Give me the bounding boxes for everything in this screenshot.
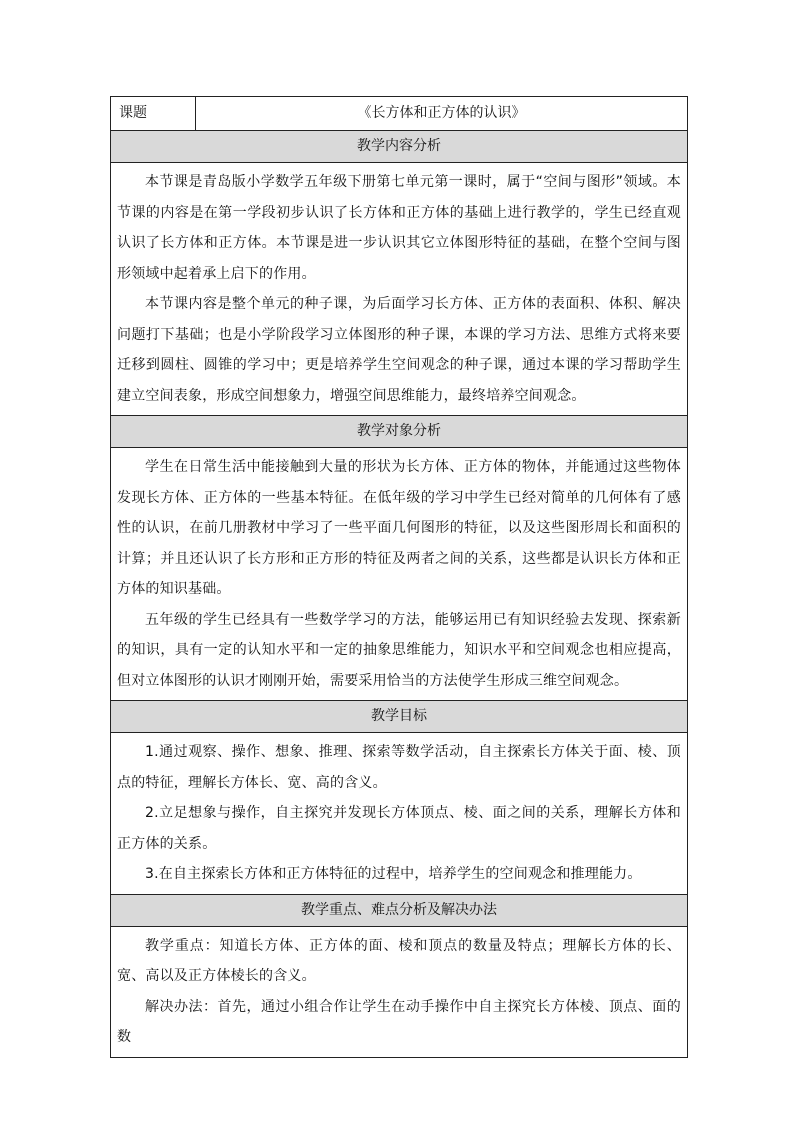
lesson-title: 《长方体和正方体的认识》 <box>196 97 688 131</box>
paragraph: 本节课是青岛版小学数学五年级下册第七单元第一课时，属于“空间与图形”领域。本节课的内容是在第一学段初步认识了长方体和正方体的基础上进行教学的，学生已经直观认识了长方体和正方体。本节课是进一步认识其它立体图形特征的基础，在整个空间与图形领域中起着承上启下的作用。 <box>117 174 681 282</box>
paragraph: 学生在日常生活中能接触到大量的形状为长方体、正方体的物体，并能通过这些物体发现长方体、正方体的一些基本特征。在低年级的学习中学生已经对简单的几何体有了感性的认识，在前几册教材中学习了一些平面几何图形的特征，以及这些图形周长和面积的计算；并且还认识了长方形和正方形的特征及两者之间的关系，这些都是认识长方体和正方体的知识基础。 <box>117 459 681 597</box>
header-row <box>111 97 688 131</box>
paragraph: 本节课内容是整个单元的种子课，为后面学习长方体、正方体的表面积、体积、解决问题打下基础；也是小学阶段学习立体图形的种子课，本课的学习方法、思维方式将来要迁移到圆柱、圆锥的学习中；更是培养学生空间观念的种子课，通过本课的学习帮助学生建立空间表象，形成空间想象力，增强空间思维能力，最终培养空间观念。 <box>117 296 681 404</box>
section-heading-key-points: 教学重点、难点分析及解决办法 <box>111 894 688 926</box>
paragraph: 2.立足想象与操作，自主探究并发现长方体顶点、棱、面之间的关系，理解长方体和正方体的关系。 <box>117 805 681 852</box>
paragraph: 五年级的学生已经具有一些数学学习的方法，能够运用已有知识经验去发现、探索新的知识，具有一定的认知水平和一定的抽象思维能力，知识水平和空间观念也相应提高，但对立体图形的认识才刚刚开始，需要采用恰当的方法使学生形成三维空间观念。 <box>117 611 681 689</box>
topic-label: 课题 <box>111 97 196 131</box>
section-body-objectives <box>111 733 688 895</box>
section-body-key-points <box>111 926 688 1057</box>
paragraph: 教学重点：知道长方体、正方体的面、棱和顶点的数量及特点；理解长方体的长、宽、高以及正方体棱长的含义。 <box>117 937 681 984</box>
section-body-student-analysis <box>111 448 688 701</box>
paragraph: 1.通过观察、操作、想象、推理、探索等数学活动，自主探索长方体关于面、棱、顶点的特征，理解长方体长、宽、高的含义。 <box>117 744 681 791</box>
lesson-plan-table <box>110 96 688 1058</box>
paragraph: 3.在自主探索长方体和正方体特征的过程中，培养学生的空间观念和推理能力。 <box>145 866 642 882</box>
section-heading-content-analysis: 教学内容分析 <box>111 131 688 163</box>
section-heading-objectives: 教学目标 <box>111 701 688 733</box>
paragraph: 解决办法：首先，通过小组合作让学生在动手操作中自主探究长方体棱、顶点、面的数 <box>117 998 681 1045</box>
section-heading-student-analysis: 教学对象分析 <box>111 416 688 448</box>
section-body-content-analysis <box>111 163 688 416</box>
